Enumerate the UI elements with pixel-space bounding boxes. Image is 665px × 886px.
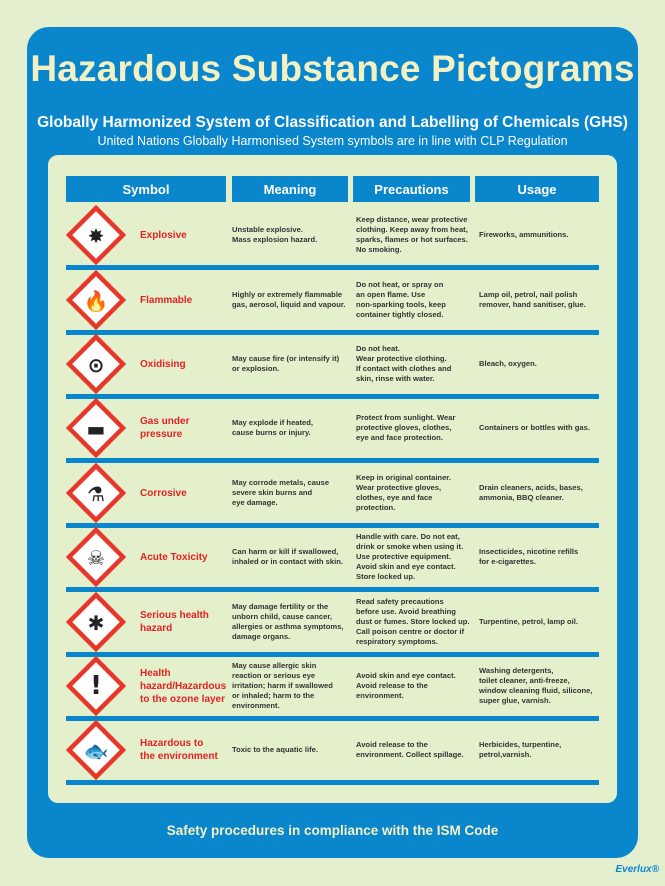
meaning-cell: May explode if heated, cause burns or injury. — [232, 418, 314, 437]
usage-cell: Herbicides, turpentine, petrol,varnish. — [479, 740, 562, 759]
hazard-name: Serious health hazard — [140, 610, 209, 634]
meaning-cell: Unstable explosive. Mass explosion hazard. — [232, 225, 318, 244]
gas-cylinder-icon — [66, 398, 126, 458]
pictogram-glyph: ☠ — [87, 546, 105, 570]
table-row — [66, 718, 599, 778]
pictogram-glyph: ✱ — [87, 611, 105, 635]
meaning-cell: May corrode metals, cause severe skin burns and eye damage. — [232, 478, 330, 507]
usage-cell: Containers or bottles with gas. — [479, 423, 590, 432]
precautions-cell: Do not heat. Wear protective clothing. If contact with clothes and skin, rinse with water. — [356, 344, 452, 383]
pictogram-glyph: ▬ — [86, 417, 106, 441]
header-precautions: Precautions — [353, 176, 470, 202]
hazard-name: Flammable — [140, 294, 193, 306]
meaning-cell: May cause fire (or intensify it) or explosion. — [232, 354, 340, 373]
footer-text: Safety procedures in compliance with the ISM Code — [166, 823, 499, 838]
pictogram-glyph: ✸ — [87, 224, 105, 248]
explosive-icon — [66, 205, 126, 265]
meaning-cell: Can harm or kill if swallowed, inhaled or in contact with skin. — [232, 547, 343, 566]
precautions-cell: Handle with care. Do not eat, drink or smoke when using it. Use protective equipment. Avoid skin and eye contact. Store locked up. — [356, 532, 464, 581]
table-row — [66, 268, 599, 328]
pictogram-glyph: ⚗ — [87, 482, 105, 506]
precautions-cell: Avoid release to the environment. Collect spillage. — [356, 740, 464, 759]
table-row — [66, 525, 599, 585]
pictogram-glyph: ⊙ — [87, 353, 105, 377]
precautions-cell: Keep in original container. Wear protective gloves, clothes, eye and face protection. — [356, 473, 451, 512]
exclamation-mark-icon — [66, 656, 126, 716]
hazard-name: Gas under pressure — [140, 416, 190, 440]
table-row — [66, 332, 599, 392]
table-row — [66, 654, 599, 714]
health-hazard-icon — [66, 592, 126, 652]
usage-cell: Turpentine, petrol, lamp oil. — [479, 617, 579, 626]
hazard-name: Oxidising — [140, 358, 186, 370]
usage-cell: Insecticides, nicotine refills for e-cigarettes. — [479, 547, 579, 566]
meaning-cell: Toxic to the aquatic life. — [232, 745, 318, 754]
precautions-cell: Protect from sunlight. Wear protective gloves, clothes, eye and face protection. — [356, 413, 456, 442]
subtitle: Globally Harmonized System of Classification and Labelling of Chemicals (GHS) — [37, 114, 628, 131]
header-meaning: Meaning — [232, 176, 348, 202]
meaning-cell: May damage fertility or the unborn child, cause cancer, allergies or asthma symptoms, damage organs. — [232, 602, 344, 641]
precautions-cell: Avoid skin and eye contact. Avoid release to the environment. — [356, 671, 456, 700]
subtitle-secondary: United Nations Globally Harmonised System symbols are in line with CLP Regulation — [97, 134, 568, 148]
table-row — [66, 590, 599, 650]
flame-icon — [66, 270, 126, 330]
usage-cell: Washing detergents, toilet cleaner, anti-freeze, window cleaning fluid, silicone, super glue, varnish. — [479, 666, 593, 705]
usage-cell: Fireworks, ammunitions. — [479, 230, 569, 239]
precautions-cell: Keep distance, wear protective clothing. Keep away from heat, sparks, flames or hot surfaces. No smoking. — [356, 215, 468, 254]
flame-over-circle-icon — [66, 334, 126, 394]
environment-icon — [66, 720, 126, 780]
pictogram-glyph: ! — [90, 671, 102, 701]
meaning-cell: May cause allergic skin reaction or serious eye irritation; harm if swallowed or inhaled; harm to the environment. — [232, 661, 333, 710]
hazard-name: Explosive — [140, 229, 187, 241]
pictogram-glyph: 🐟 — [83, 739, 109, 763]
header-symbol: Symbol — [66, 176, 226, 202]
hazard-name: Corrosive — [140, 487, 187, 499]
precautions-cell: Do not heat, or spray on an open flame. Use non-sparking tools, keep container tightly closed. — [356, 280, 446, 319]
row-divider — [66, 780, 599, 785]
header-usage: Usage — [475, 176, 599, 202]
skull-crossbones-icon — [66, 527, 126, 587]
pictogram-glyph: 🔥 — [83, 289, 109, 313]
everlux-logo: Everlux® — [615, 864, 659, 875]
hazard-name: Acute Toxicity — [140, 551, 208, 563]
table-row — [66, 396, 599, 456]
table-row — [66, 461, 599, 521]
precautions-cell: Read safety precautions before use. Avoid breathing dust or fumes. Store locked up. Call poison centre or doctor if respiratory symptoms. — [356, 597, 470, 646]
corrosion-icon — [66, 463, 126, 523]
usage-cell: Drain cleaners, acids, bases, ammonia, BBQ cleaner. — [479, 483, 583, 502]
table-row — [66, 203, 599, 263]
usage-cell: Lamp oil, petrol, nail polish remover, hand sanitiser, glue. — [479, 290, 586, 309]
meaning-cell: Highly or extremely flammable gas, aerosol, liquid and vapour. — [232, 290, 346, 309]
hazard-name: Hazardous to the environment — [140, 738, 218, 762]
page-title: Hazardous Substance Pictograms — [30, 48, 635, 89]
hazard-name: Health hazard/Hazardous to the ozone layer — [140, 667, 227, 705]
usage-cell: Bleach, oxygen. — [479, 359, 537, 368]
